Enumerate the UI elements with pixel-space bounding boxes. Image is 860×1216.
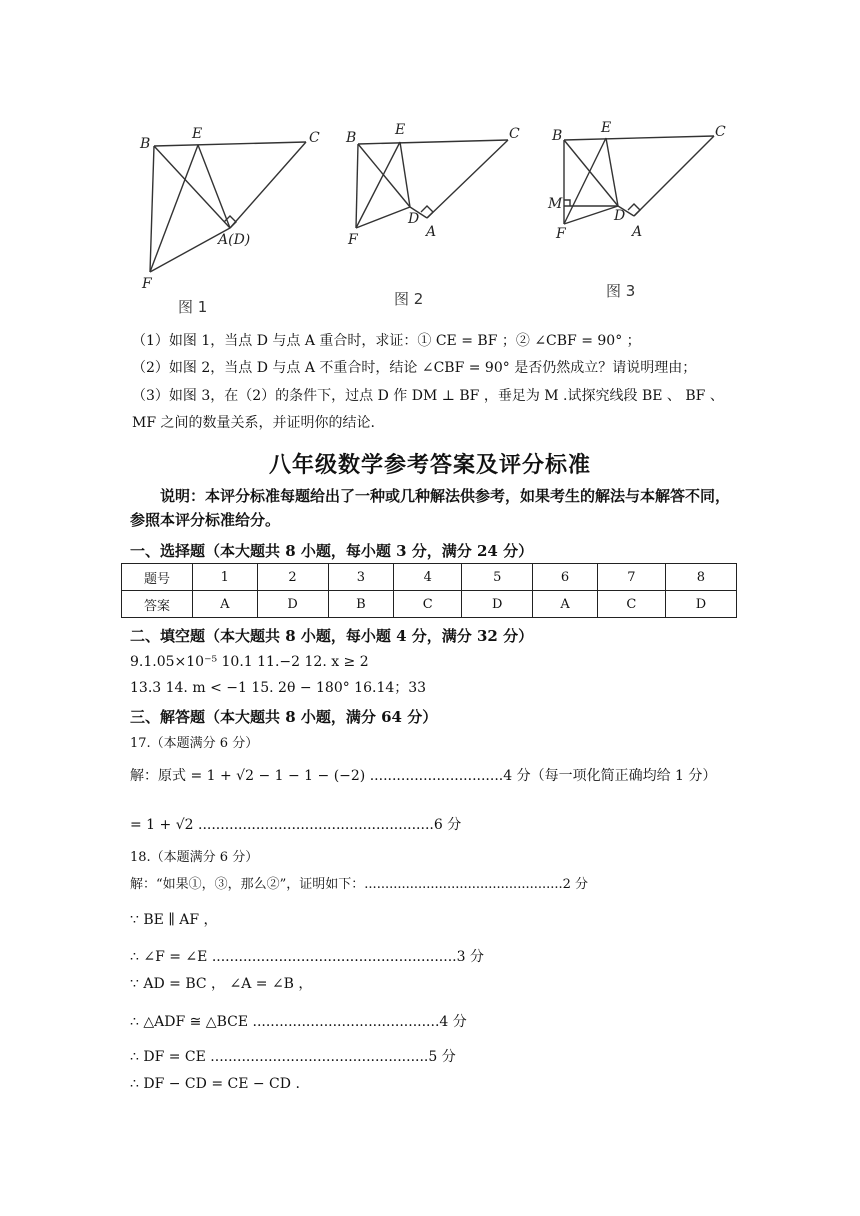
question-part-2: （2）如图 2，当点 D 与点 A 不重合时，结论 ∠CBF = 90° 是否仍然成立？请说明理由；: [132, 360, 697, 376]
q18-line-3: ∴ ∠F = ∠E .......................................................3 分: [130, 949, 484, 965]
fig2-label-A: A: [426, 224, 437, 240]
section-fill-heading: 二、填空题（本大题共 8 小题，每小题 4 分，满分 32 分）: [130, 627, 534, 645]
q18-line-5: ∴ △ADF ≅ △BCE ..........................................4 分: [130, 1014, 467, 1030]
figure-1: [150, 142, 306, 272]
figure-2: [356, 140, 508, 228]
fig3-label-F: F: [556, 226, 566, 242]
table-cell: C: [394, 591, 462, 618]
table-cell: 1: [193, 564, 258, 591]
table-row: [122, 564, 737, 591]
fig2-label-E: E: [395, 122, 406, 138]
table-cell: D: [462, 591, 533, 618]
table-row: [122, 591, 737, 618]
q18-line-1: 解：“如果①，③，那么②”，证明如下：................................................2 分: [130, 877, 589, 892]
fill-answers-line-1: 9.1.05×10⁻⁵ 10.1 11.−2 12. x ≥ 2: [130, 654, 369, 670]
table-cell: D: [257, 591, 328, 618]
figure-3: [564, 136, 714, 224]
fig3-label-M: M: [548, 196, 563, 212]
fig2-label-D: D: [408, 211, 420, 227]
question-part-3-line-2: MF 之间的数量关系，并证明你的结论.: [132, 415, 375, 431]
table-cell: 3: [328, 564, 394, 591]
fig2-label-F: F: [348, 232, 358, 248]
section-solve-heading: 三、解答题（本大题共 8 小题，满分 64 分）: [130, 708, 438, 726]
answer-key-title: 八年级数学参考答案及评分标准: [268, 452, 591, 478]
q17-title: 17.（本题满分 6 分）: [130, 736, 259, 751]
table-cell: 2: [257, 564, 328, 591]
fig3-label-E: E: [601, 120, 612, 136]
q18-line-6: ∴ DF = CE .................................................5 分: [130, 1049, 456, 1065]
fig2-label-C: C: [509, 126, 520, 142]
table-header-label: 题号: [122, 564, 193, 591]
fig1-label-E: E: [192, 126, 203, 142]
fig3-label-B: B: [552, 128, 563, 144]
q17-step-2: = 1 + √2 .....................................................6 分: [130, 817, 462, 833]
table-cell: 5: [462, 564, 533, 591]
table-cell: C: [597, 591, 665, 618]
table-cell: A: [533, 591, 598, 618]
q18-line-7: ∴ DF − CD = CE − CD .: [130, 1076, 300, 1092]
geometry-figures: [120, 110, 740, 320]
choice-answer-table: [121, 563, 737, 618]
table-cell: D: [665, 591, 736, 618]
table-cell: 6: [533, 564, 598, 591]
question-part-3-line-1: （3）如图 3，在（2）的条件下，过点 D 作 DM ⊥ BF ，垂足为 M .试探究线段 BE 、 BF 、: [132, 388, 724, 404]
section-choice-heading: 一、选择题（本大题共 8 小题，每小题 3 分，满分 24 分）: [130, 542, 534, 560]
fig1-label-F: F: [142, 276, 152, 292]
fig2-label-B: B: [346, 130, 357, 146]
fig3-label-C: C: [715, 124, 726, 140]
table-cell: B: [328, 591, 394, 618]
table-cell: 8: [665, 564, 736, 591]
fig3-caption: 图 3: [606, 282, 636, 300]
q18-title: 18.（本题满分 6 分）: [130, 850, 259, 865]
fill-answers-line-2: 13.3 14. m < −1 15. 2θ − 180° 16.14；33: [130, 680, 427, 696]
q18-line-2: ∵ BE ∥ AF ，: [130, 912, 218, 928]
fig1-label-B: B: [140, 136, 151, 152]
table-cell: A: [193, 591, 258, 618]
fig3-label-A: A: [632, 224, 643, 240]
fig1-caption: 图 1: [178, 298, 208, 316]
fig3-label-D: D: [614, 208, 626, 224]
table-answer-label: 答案: [122, 591, 193, 618]
fig2-caption: 图 2: [394, 290, 424, 308]
scoring-note: 说明：本评分标准每题给出了一种或几种解法供参考，如果考生的解法与本解答不同，参照本评分标准给分。: [130, 487, 731, 529]
table-cell: 4: [394, 564, 462, 591]
q17-step-1: 解：原式 = 1 + √2 − 1 − 1 − (−2) ..............................4 分（每一项化简正确均给 1 分）: [130, 768, 717, 784]
fig1-label-A: A(D): [218, 232, 251, 248]
fig1-label-C: C: [309, 130, 320, 146]
q18-line-4: ∵ AD = BC ， ∠A = ∠B ，: [130, 976, 313, 992]
table-cell: 7: [597, 564, 665, 591]
question-part-1: （1）如图 1，当点 D 与点 A 重合时，求证：① CE = BF ；② ∠CBF = 90° ；: [132, 333, 641, 349]
